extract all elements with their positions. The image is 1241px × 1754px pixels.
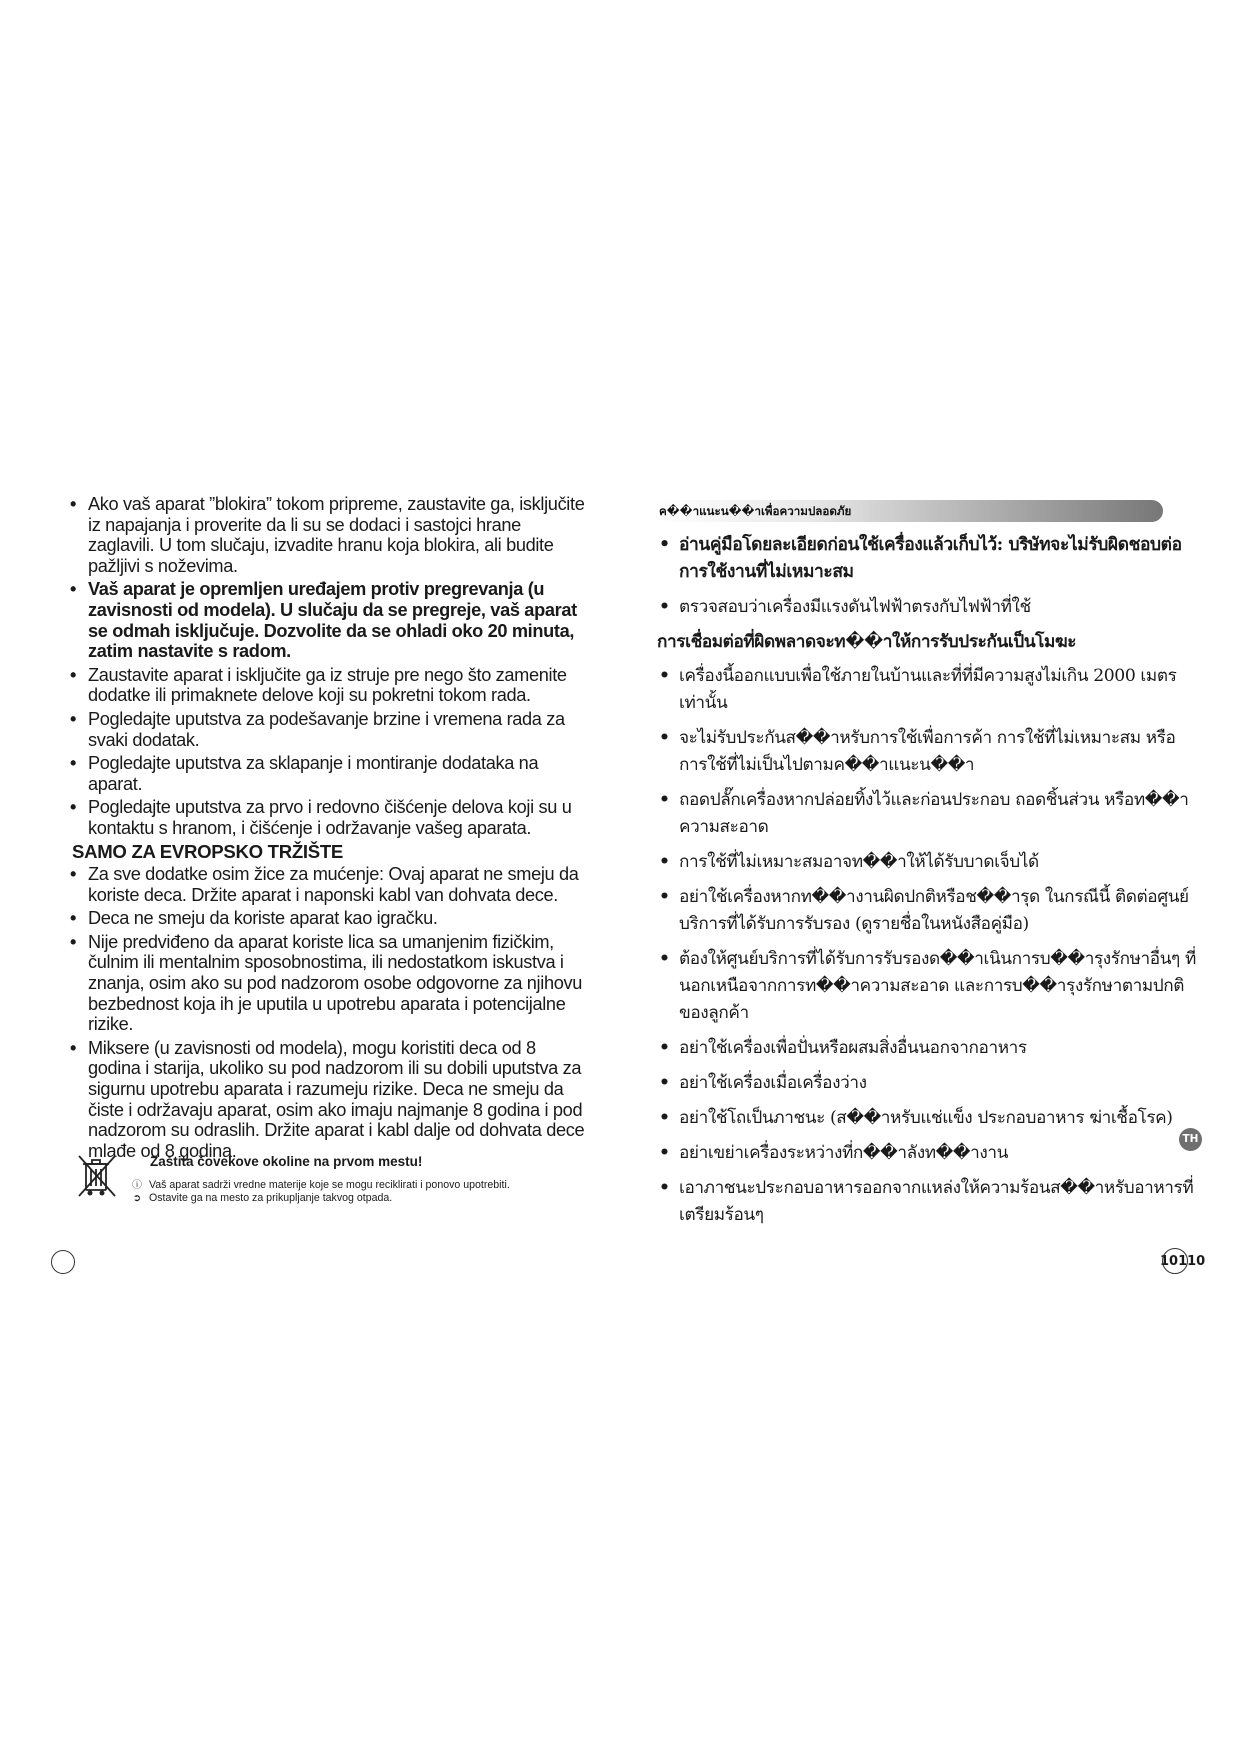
language-badge: TH [1179,1128,1202,1151]
collection-line [131,1192,392,1204]
th-bullet: • ต้องให้ศูนย์บริการที่ได้รับการรับรองด��าเนินการบ��ารุงรักษาอื่นๆ ที่นอกเหนือจากการท��าความสะอาด และการบ��ารุงรักษาตามปกติของลูกค้า [657,946,1197,1027]
page-number-text: 10110 [1160,1254,1206,1269]
bullet-mixers-age: • Miksere (u zavisnosti od modela), mogu koristiti deca od 8 godina i starija, ukoliko su pod nadzorom ili su dobili uputstva za sigurnu upotrebu aparata i razumeju rizike. Deca ne smeju da čiste i održavaju aparat, osim ako imaju najmanje 8 godina i pod nadzorom su odraslih. Držite aparat i kabl dalje od dohvata dece mlađe od 8 godina. [72,1038,590,1162]
collection-text: Ostavite ga na mesto za prikupljanje takvog otpada. [149,1192,393,1204]
arrow-circle-icon: ➲ [132,1193,142,1204]
bullet-reduced-capabilities: • Nije predviđeno da aparat koriste lica sa umanjenim fizičkim, čulnim ili mentalnim sposobnostima, ili nedostatkom iskustva i znanja, osim ako su pod nadzorom osobe odgovorne za njihovu bezbednost koja ih je uputila u upotrebu aparata i potencijalne rizike. [72,932,590,1035]
th-bullet: • ถอดปลั๊กเครื่องหากปล่อยทิ้งไว้และก่อนประกอบ ถอดชิ้นส่วน หรือท��าความสะอาด [657,787,1197,841]
bullet-stop-unplug: • Zaustavite aparat i isključite ga iz struje pre nego što zamenite dodatke ili primaknete delove koji su pokretni tokom rada. [72,665,590,706]
bullet-assembly: • Pogledajte uputstva za sklapanje i montiranje dodataka na aparat. [72,753,590,794]
bullet-blocking: • Ako vaš aparat ”blokira” tokom pripreme, zaustavite ga, isključite iz napajanja i proverite da li su se dodaci i sastojci hrane zaglavili. U tom slučaju, izvadite hranu koja blokira, ali budite pažljivi s noževima. [72,494,590,576]
page-number [1160,1254,1205,1269]
th-bullet: • อย่าเขย่าเครื่องระหว่างที่ก��าลังท��างาน [657,1140,1197,1167]
th-bullet: • การใช้ที่ไม่เหมาะสมอาจท��าให้ได้รับบาดเจ็บได้ [657,849,1197,876]
bullet-overheat: • Vaš aparat je opremljen uređajem protiv pregrevanja (u zavisnosti od modela). U slučaju da se pregreje, vaš aparat se odmah isključuje. Dozvolite da se ohladi oko 20 minuta, zatim nastavite s radom. [72,579,590,661]
bullet-toy: • Deca ne smeju da koriste aparat kao igračku. [72,908,590,929]
th-bullet-voltage: • ตรวจสอบว่าเครื่องมีแรงดันไฟฟ้าตรงกับไฟฟ้าที่ใช้ [657,594,1197,621]
th-bullet: • เอาภาชนะประกอบอาหารออกจากแหล่งให้ความร้อนส��าหรับอาหารที่เตรียมร้อนๆ [657,1175,1197,1229]
bullet-speed-time: • Pogledajte uputstva za podešavanje brzine i vremena rada za svaki dodatak. [72,709,590,750]
th-bullet: • อย่าใช้เครื่องเมื่อเครื่องว่าง [657,1070,1197,1097]
environment-title: Zaštita čovekove okoline na prvom mestu! [150,1154,423,1169]
safety-header-bar [657,500,1163,522]
recycle-line [131,1176,510,1191]
info-icon: ⓘ [132,1180,142,1191]
recycle-text: Vaš aparat sadrži vredne materije koje se mogu reciklirati i ponovo upotrebiti. [149,1179,510,1191]
page-circle-left [51,1250,75,1274]
th-bullet: • อย่าใช้เครื่องเพื่อปั่นหรือผสมสิ่งอื่นนอกจากอาหาร [657,1035,1197,1062]
bullet-cleaning: • Pogledajte uputstva za prvo i redovno čišćenje delova koji su u kontaktu s hranom, i čišćenje i održavanje vašeg aparata. [72,797,590,838]
th-bullet: • อย่าใช้เครื่องหากท��างานผิดปกติหรือช��ารุด ในกรณีนี้ ติดต่อศูนย์บริการที่ได้รับการรับรอง (ดูรายชื่อในหนังสือคู่มือ) [657,884,1197,938]
th-bullet-read-manual: • อ่านคู่มือโดยละเอียดก่อนใช้เครื่องแล้วเก็บไว้: บริษัทจะไม่รับผิดชอบต่อการใช้งานที่ไม่เหมาะสม [657,532,1197,586]
page-number-ring [1162,1248,1188,1274]
th-bullet: • จะไม่รับประกันส��าหรับการใช้เพื่อการค้า การใช้ที่ไม่เหมาะสม หรือการใช้ที่ไม่เป็นไปตามค��าแนะน��า [657,725,1197,779]
right-column [657,500,1197,1237]
left-column [72,494,590,1164]
safety-header: ค��าแนะน��าเพื่อความปลอดภัย [659,504,852,518]
eu-market-heading: SAMO ZA EVROPSKO TRŽIŠTE [72,840,344,862]
bullet-children: • Za sve dodatke osim žice za mućenje: Ovaj aparat ne smeju da koriste deca. Držite aparat i naponski kabl van dohvata dece. [72,864,590,905]
th-bullet: • เครื่องนี้ออกแบบเพื่อใช้ภายในบ้านและที่ที่มีความสูงไม่เกิน 2000 เมตร เท่านั้น [657,663,1197,717]
crossed-bin-icon [76,1152,118,1200]
th-bullet: • อย่าใช้โถเป็นภาชนะ (ส��าหรับแช่แข็ง ประกอบอาหาร ฆ่าเชื้อโรค) [657,1105,1197,1132]
th-warranty-void: การเชื่อมต่อที่ผิดพลาดจะท��าให้การรับประกันเป็นโมฆะ [657,632,1077,652]
